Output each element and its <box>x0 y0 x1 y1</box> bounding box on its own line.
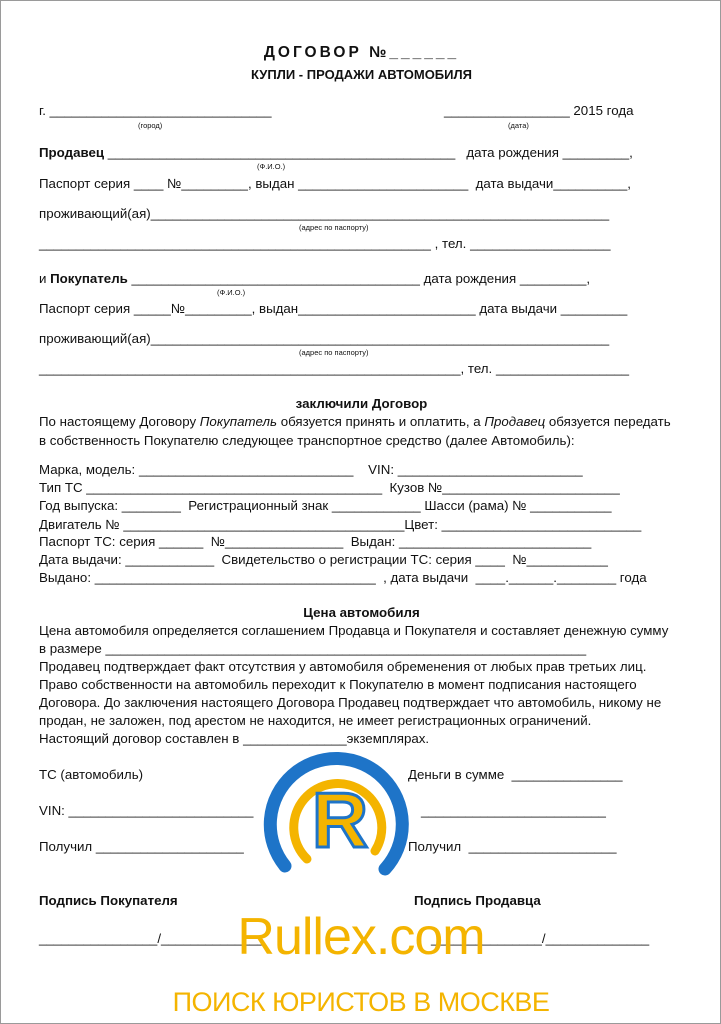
vehicle-passport-line: Паспорт ТС: серия ______ №________________ Выдан: __________________________ <box>39 534 592 549</box>
vehicle-issue-date-line: Дата выдачи: ____________ Свидетельство о регистрации ТС: серия ____ №___________ <box>39 552 608 567</box>
contract-paragraph-2: в собственность Покупателю следующее транспортное средство (далее Автомобиль): <box>39 433 575 448</box>
buyer-label: Покупатель <box>50 271 128 286</box>
transfer-vehicle-label: ТС (автомобиль) <box>39 767 144 782</box>
seller-residence-line: проживающий(ая)______________________________________________________________ <box>39 206 610 221</box>
buyer-residence-line: проживающий(ая)______________________________________________________________ <box>39 331 610 346</box>
contract-paragraph-1 <box>39 414 671 430</box>
buyer-prefix: и <box>39 271 51 286</box>
seller-label: Продавец <box>39 145 105 160</box>
contract-text-b: обязуется принять и оплатить, а <box>277 414 485 429</box>
vehicle-make-line: Марка, модель: _____________________________ VIN: _________________________ <box>39 462 583 477</box>
seller-signature-line: _______________/______________ <box>431 931 650 946</box>
price-line-4: Право собственности на автомобиль переходит к Покупателю в момент подписания настоящего <box>39 677 637 692</box>
vehicle-type-line: Тип ТС ________________________________________ Кузов №________________________ <box>39 480 620 495</box>
seller-address-caption: (адрес по паспорту) <box>299 223 369 232</box>
transfer-vin-right-line: _________________________ <box>421 803 606 818</box>
price-line-7: Настоящий договор составлен в ______________экземплярах. <box>39 731 430 746</box>
contract-buyer-term: Покупатель <box>199 414 277 429</box>
vehicle-issued-by-line: Выдано: ______________________________________ , дата выдачи ____.______.________ года <box>39 570 647 585</box>
received-left-line: Получил ____________________ <box>39 839 244 854</box>
seller-passport-line: Паспорт серия ____ №_________, выдан _______________________ дата выдачи__________, <box>39 176 631 191</box>
seller-line-1 <box>39 145 633 161</box>
document-title: ДОГОВОР №______ <box>263 44 460 61</box>
price-line-2: в размере _________________________________________________________________ <box>39 641 587 656</box>
buyer-name-field: _______________________________________ дата рождения _________, <box>127 271 591 286</box>
contract-text-c: обязуется передать <box>545 414 671 429</box>
seller-fio-caption: (Ф.И.О.) <box>257 162 286 171</box>
contract-seller-term: Продавец <box>484 414 546 429</box>
buyer-fio-caption: (Ф.И.О.) <box>217 288 246 297</box>
buyer-signature-line: ________________/______________ <box>39 931 265 946</box>
price-line-1: Цена автомобиля определяется соглашением Продавца и Покупателя и составляет денежную сумму <box>39 623 669 638</box>
contract-heading: заключили Договор <box>295 396 428 411</box>
city-field: г. ______________________________ <box>39 103 272 118</box>
seller-signature-label: Подпись Продавца <box>414 893 541 908</box>
buyer-line-1 <box>39 271 590 287</box>
transfer-vin-line: VIN: _________________________ <box>39 803 254 818</box>
price-heading: Цена автомобиля <box>303 605 420 620</box>
date-field: _________________ 2015 года <box>444 103 634 118</box>
city-caption: (город) <box>138 121 163 130</box>
vehicle-engine-line: Двигатель № ______________________________________Цвет: ___________________________ <box>39 517 642 532</box>
price-line-6: продан, не заложен, под арестом не находится, не имеет регистрационных ограничений. <box>39 713 592 728</box>
contract-text-a: По настоящему Договору <box>39 414 200 429</box>
buyer-passport-line: Паспорт серия _____№_________, выдан________________________ дата выдачи _________ <box>39 301 628 316</box>
document-subtitle: КУПЛИ - ПРОДАЖИ АВТОМОБИЛЯ <box>251 67 472 82</box>
buyer-address-caption: (адрес по паспорту) <box>299 348 369 357</box>
price-line-3: Продавец подтверждает факт отсутствия у автомобиля обременения от любых прав третьих лиц. <box>39 659 647 674</box>
transfer-money-line: Деньги в сумме _______________ <box>408 767 623 782</box>
date-caption: (дата) <box>508 121 529 130</box>
vehicle-year-line: Год выпуска: ________ Регистрационный знак ____________ Шасси (рама) № ___________ <box>39 498 612 513</box>
buyer-phone-line: _________________________________________________________, тел. __________________ <box>39 361 630 376</box>
watermark-title: Rullex.com <box>237 908 485 966</box>
logo-letter: R <box>311 776 369 864</box>
rullex-logo-icon <box>255 741 425 911</box>
buyer-signature-label: Подпись Покупателя <box>39 893 178 908</box>
price-line-5: Договора. До заключения настоящего Договора Продавец подтверждает что автомобиль, никому не <box>39 695 662 710</box>
seller-phone-line: _____________________________________________________ , тел. ___________________ <box>39 236 611 251</box>
watermark-subtitle: ПОИСК ЮРИСТОВ В МОСКВЕ <box>172 987 550 1017</box>
received-right-line: Получил ____________________ <box>408 839 617 854</box>
seller-name-field: _______________________________________________ дата рождения _________, <box>104 145 633 160</box>
